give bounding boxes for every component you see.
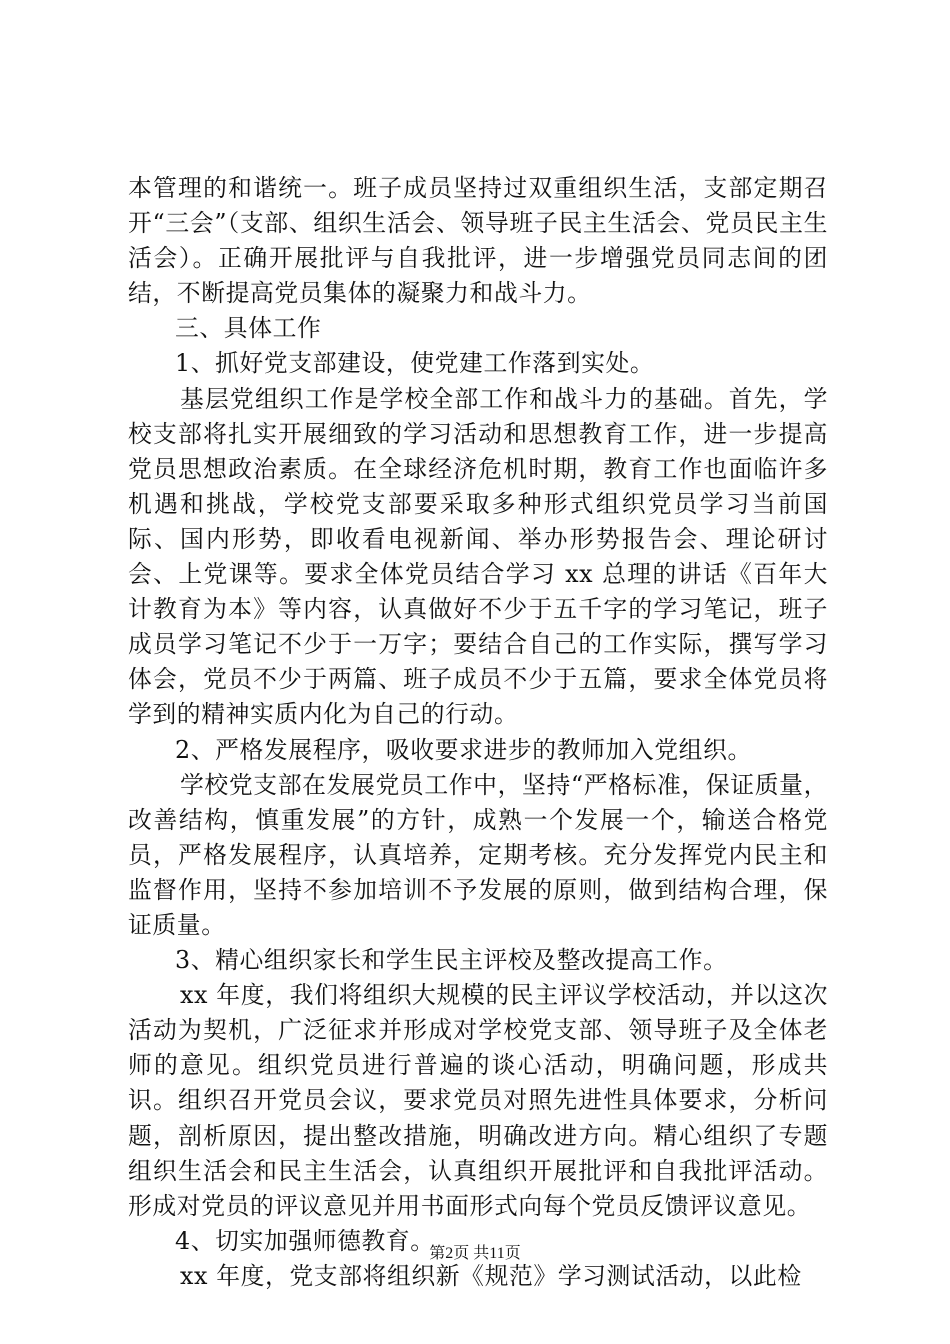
subheading-democratic-evaluation: 3、精心组织家长和学生民主评校及整改提高工作。 xyxy=(175,946,728,975)
document-body xyxy=(128,171,828,1294)
subheading-party-branch-building: 1、抓好党支部建设，使党建工作落到实处。 xyxy=(175,349,655,378)
subheading-teacher-ethics: 4、切实加强师德教育。 xyxy=(175,1226,435,1255)
subheading-development-procedure: 2、严格发展程序，吸收要求进步的教师加入党组织。 xyxy=(175,735,752,764)
body-paragraph-continuation: 本管理的和谐统一。班子成员坚持过双重组织生活，支部定期召开“三会”（支部、组织生活会、领导班子民主生活会、党员民主生活会）。正确开展批评与自我批评，进一步增强党员同志间的团结，不断提高党员集体的凝聚力和战斗力。 xyxy=(128,174,828,308)
page-footer: 第2页 共11页 xyxy=(429,1245,521,1262)
body-paragraph-party-building: 基层党组织工作是学校全部工作和战斗力的基础。首先，学校支部将扎实开展细致的学习活动和思想教育工作，进一步提高党员思想政治素质。在全球经济危机时期，教育工作也面临许多机遇和挑战，学校党支部要采取多种形式组织党员学习当前国际、国内形势，即收看电视新闻、举办形势报告会、理论研讨会、上党课等。要求全体党员结合学习 xx 总理的讲话《百年大计教育为本》等内容，认真做好不少于五千字的学习笔记，班子成员学习笔记不少于一万字；要结合自己的工作实际，撰写学习体会，党员不少于两篇、班子成员不少于五篇，要求全体党员将学到的精神实质内化为自己的行动。 xyxy=(128,384,828,729)
body-paragraph-member-development: 学校党支部在发展党员工作中，坚持“严格标准，保证质量，改善结构，慎重发展”的方针，成熟一个发展一个，输送合格党员，严格发展程序，认真培养，定期考核。充分发挥党内民主和监督作用，坚持不参加培训不予发展的原则，做到结构合理，保证质量。 xyxy=(128,770,828,939)
section-heading-specific-work: 三、具体工作 xyxy=(175,314,322,343)
body-paragraph-teacher-ethics: xx 年度，党支部将组织新《规范》学习测试活动，以此检 xyxy=(180,1261,802,1290)
body-paragraph-democratic-evaluation: xx 年度，我们将组织大规模的民主评议学校活动，并以这次活动为契机，广泛征求并形成对学校党支部、领导班子及全体老师的意见。组织党员进行普遍的谈心活动，明确问题，形成共识。组织召开党员会议，要求党员对照先进性具体要求，分析问题，剖析原因，提出整改措施，明确改进方向。精心组织了专题组织生活会和民主生活会，认真组织开展批评和自我批评活动。形成对党员的评议意见并用书面形式向每个党员反馈评议意见。 xyxy=(128,981,828,1220)
